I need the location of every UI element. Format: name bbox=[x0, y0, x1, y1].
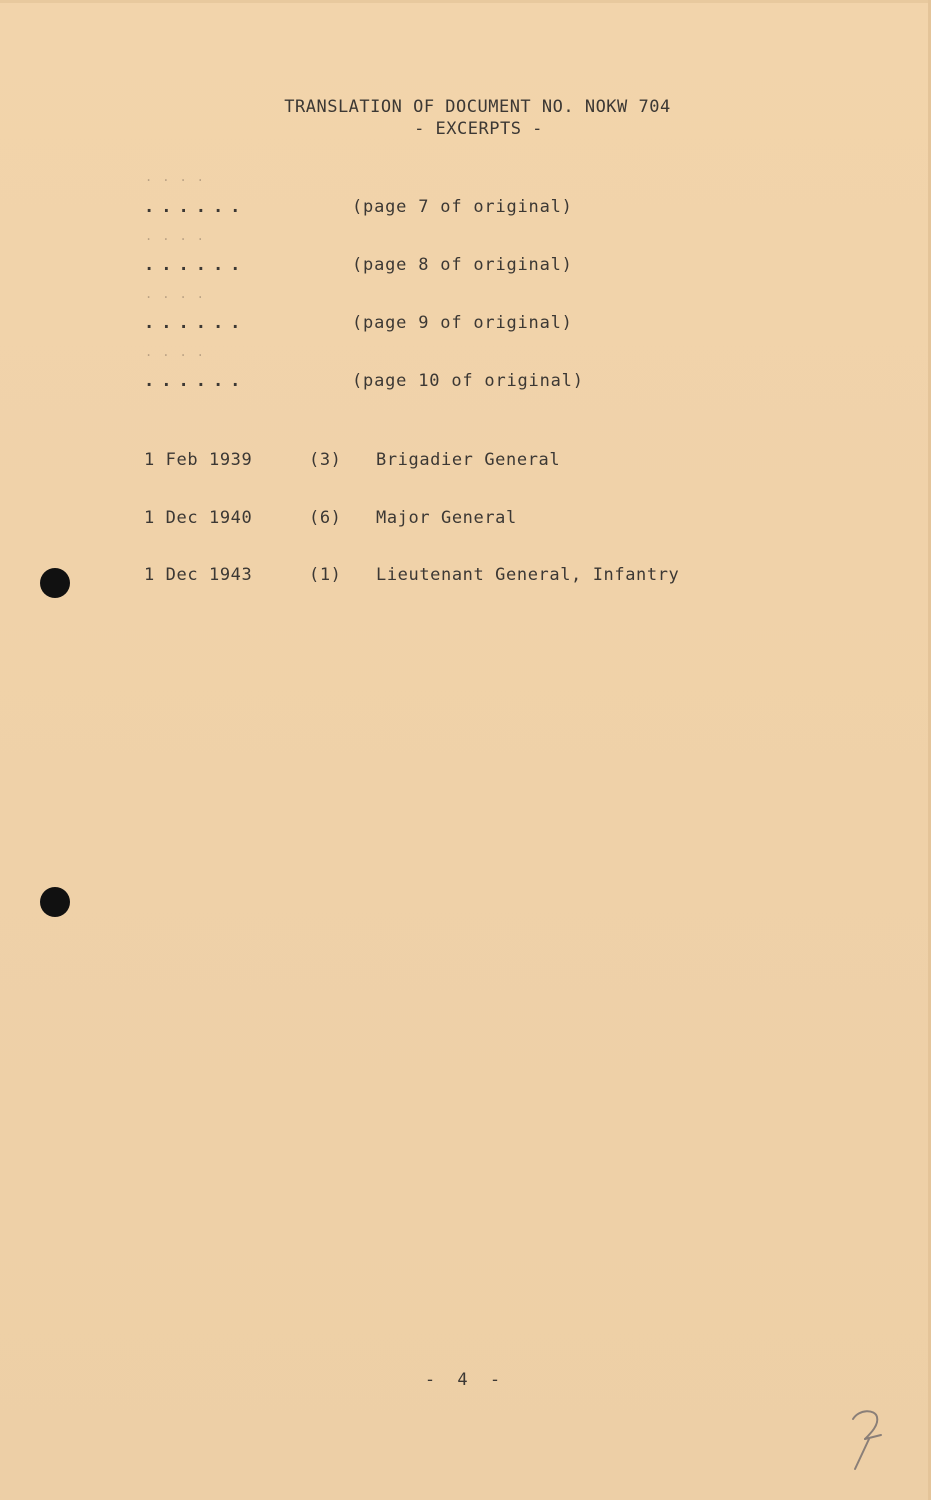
document-header bbox=[0, 96, 931, 140]
faint-ellipsis: .... bbox=[145, 229, 214, 243]
promotion-rank: Major General bbox=[376, 508, 517, 528]
excerpt-row bbox=[144, 255, 744, 279]
excerpt-row bbox=[144, 371, 744, 395]
punch-hole bbox=[40, 887, 70, 917]
promotion-row bbox=[144, 508, 764, 532]
promotion-number: (1) bbox=[309, 565, 342, 585]
promotion-date: 1 Dec 1943 bbox=[144, 565, 253, 585]
handwritten-mark-icon bbox=[845, 1405, 890, 1475]
ellipsis-marker: ...... bbox=[144, 371, 248, 391]
excerpt-note: (page 7 of original) bbox=[352, 197, 573, 217]
promotion-rank: Lieutenant General, Infantry bbox=[376, 565, 680, 585]
excerpt-note: (page 8 of original) bbox=[352, 255, 573, 275]
excerpt-note: (page 9 of original) bbox=[352, 313, 573, 333]
ellipsis-marker: ...... bbox=[144, 255, 248, 275]
promotion-row bbox=[144, 565, 764, 589]
promotion-rank: Brigadier General bbox=[376, 450, 561, 470]
ellipsis-marker: ...... bbox=[144, 313, 248, 333]
document-subtitle: - EXCERPTS - bbox=[414, 119, 543, 139]
faint-ellipsis: .... bbox=[145, 345, 214, 359]
promotion-date: 1 Feb 1939 bbox=[144, 450, 253, 470]
ellipsis-marker: ...... bbox=[144, 197, 248, 217]
punch-hole bbox=[40, 568, 70, 598]
faint-ellipsis: .... bbox=[145, 170, 214, 184]
paper-top-edge bbox=[0, 0, 931, 3]
promotion-number: (6) bbox=[309, 508, 342, 528]
faint-ellipsis: .... bbox=[145, 287, 214, 301]
excerpt-row bbox=[144, 313, 744, 337]
promotion-number: (3) bbox=[309, 450, 342, 470]
page-number: - 4 - bbox=[424, 1370, 507, 1390]
promotion-row bbox=[144, 450, 764, 474]
promotion-date: 1 Dec 1940 bbox=[144, 508, 253, 528]
document-title: TRANSLATION OF DOCUMENT NO. NOKW 704 bbox=[284, 97, 671, 117]
excerpt-row bbox=[144, 197, 744, 221]
excerpt-note: (page 10 of original) bbox=[352, 371, 584, 391]
